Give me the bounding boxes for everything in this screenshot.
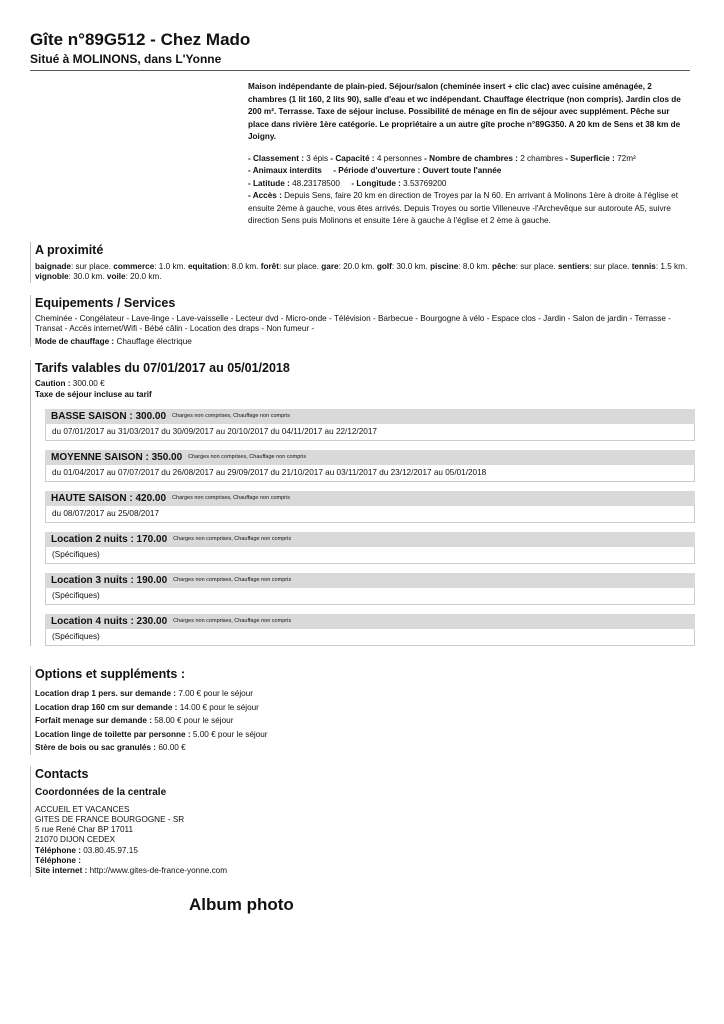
option-line <box>35 701 692 715</box>
tarif-note: Charges non comprises, Chauffage non compris <box>173 618 292 624</box>
tarif-dates: (Spécifiques) <box>45 588 695 605</box>
tarif-box <box>45 573 695 605</box>
tarif-note: Charges non comprises, Chauffage non compris <box>173 577 292 583</box>
tarif-header <box>45 532 695 547</box>
option-line <box>35 687 692 701</box>
tarif-dates: du 08/07/2017 au 25/08/2017 <box>45 506 695 523</box>
tarifs-title: Tarifs valables du 07/01/2017 au 05/01/2018 <box>35 361 290 375</box>
chauffage-line <box>35 337 692 348</box>
taxe-line: Taxe de séjour incluse au tarif <box>35 389 152 399</box>
periode-text: - Période d'ouverture : Ouvert toute l'année <box>333 166 502 175</box>
latitude-label: - Latitude : <box>248 178 290 188</box>
capacite-label: - Capacité : <box>330 153 375 163</box>
option-value: 60.00 € <box>158 743 186 752</box>
proximite-item-label: commerce <box>113 261 155 271</box>
phone-label: Téléphone : <box>35 845 81 855</box>
caution-value: 300.00 € <box>72 379 105 388</box>
proximite-item-label: piscine <box>430 261 459 271</box>
page-subtitle: Situé à MOLINONS, dans L'Yonne <box>30 52 222 66</box>
option-value: 58.00 € pour le séjour <box>154 716 234 725</box>
proximite-item-label: golf <box>376 261 392 271</box>
phone-line <box>35 846 692 856</box>
tarif-dates: (Spécifiques) <box>45 629 695 646</box>
option-label: Location linge de toilette par personne : <box>35 729 191 739</box>
proximite-item-label: tennis <box>631 261 656 271</box>
contacts-section <box>30 766 692 877</box>
proximite-item-value: : sur place. <box>589 261 630 271</box>
description-block <box>248 81 690 228</box>
website-link[interactable]: http://www.gites-de-france-yonne.com <box>89 866 228 876</box>
capacite-value: 4 personnes <box>376 153 422 163</box>
tarifs-section <box>30 360 692 646</box>
proximite-list <box>35 262 692 283</box>
equipements-list: Cheminée - Congélateur - Lave-linge - Lave-vaisselle - Lecteur dvd - Micro-onde - Télévision - Barbecue - Bourgogne à vélo - Espace clos - Jardin - Salon de jardin - Terrasse - Transat - Accès internet/Wifi - Bébé câlin - Location des draps - Non fumeur - <box>35 313 671 333</box>
tarif-price: Location 2 nuits : 170.00 <box>51 534 168 546</box>
option-label: Location drap 160 cm sur demande : <box>35 702 178 712</box>
tarif-dates: du 07/01/2017 au 31/03/2017 du 30/09/2017 au 20/10/2017 du 04/11/2017 au 22/12/2017 <box>45 424 695 441</box>
option-value: 14.00 € pour le séjour <box>179 702 259 712</box>
tarif-box <box>45 450 695 482</box>
caution-label: Caution : <box>35 379 71 388</box>
proximite-title: A proximité <box>35 242 104 257</box>
proximite-item-label: vignoble <box>35 272 69 281</box>
tarif-price: MOYENNE SAISON : 350.00 <box>51 452 183 464</box>
page <box>30 30 692 877</box>
description-text: Maison indépendante de plain-pied. Séjour/salon (cheminée insert + clic clac) avec cuisine aménagée, 2 chambres (1 lit 160, 2 lits 90), salle d'eau et wc indépendant. Chauffage électrique (non compris). Jardin clos de 200 m². Terrasse. Taxe de séjour incluse. Possibilité de ménage en fin de séjour avec supplément. Pêche sur place dans rivière 1ère catégorie. Le propriétaire a un autre gîte proche n°89G350. A 20 km de Sens et 38 km de Joigny. <box>248 82 681 141</box>
proximite-item-value: : 8.0 km. <box>227 261 259 271</box>
proximite-item-value: : 20.0 km. <box>125 272 162 281</box>
proximite-item-value: : sur place. <box>70 261 111 271</box>
property-line-2 <box>248 165 690 178</box>
proximite-item-label: pêche <box>491 261 516 271</box>
contacts-subtitle: Coordonnées de la centrale <box>35 786 167 798</box>
tarif-header <box>45 573 695 588</box>
proximite-item-value: : 8.0 km. <box>458 261 490 271</box>
page-title: Gîte n°89G512 - Chez Mado <box>30 30 251 49</box>
tarif-note: Charges non comprises, Chauffage non compris <box>173 536 292 542</box>
tarif-price: BASSE SAISON : 300.00 <box>51 411 167 423</box>
options-title: Options et suppléments : <box>35 667 186 681</box>
proximite-item-label: voile <box>106 272 126 281</box>
caution-line <box>35 379 692 390</box>
tarif-header <box>45 614 695 629</box>
website-label: Site internet : <box>35 866 88 876</box>
property-line-3 <box>248 178 690 191</box>
tarif-header <box>45 491 695 506</box>
superficie-value: 72m² <box>617 153 636 163</box>
phone-label-2: Téléphone : <box>35 855 81 865</box>
proximite-item-label: gare <box>321 261 339 271</box>
header-divider <box>30 70 690 71</box>
option-label: Stère de bois ou sac granulés : <box>35 743 157 752</box>
proximite-item-value: : 20.0 km. <box>338 261 375 271</box>
acces-label: - Accès : <box>248 191 282 200</box>
tarif-dates: (Spécifiques) <box>45 547 695 564</box>
website-line <box>35 866 692 876</box>
tarif-note: Charges non comprises, Chauffage non compris <box>188 454 307 460</box>
property-line-1 <box>248 153 690 166</box>
option-line <box>35 741 692 755</box>
tarif-box <box>45 614 695 646</box>
tarif-box <box>45 409 695 441</box>
chambres-value: 2 chambres <box>520 153 563 163</box>
contact-line: ACCUEIL ET VACANCES <box>35 804 130 814</box>
longitude-label: - Longitude : <box>351 178 401 188</box>
option-value: 7.00 € pour le séjour <box>178 689 253 698</box>
property-line-4 <box>248 190 690 228</box>
options-list <box>35 687 692 755</box>
proximite-item-value: : 1.0 km. <box>154 261 186 271</box>
tarif-note: Charges non comprises, Chauffage non compris <box>172 495 290 501</box>
tarif-price: Location 4 nuits : 230.00 <box>51 616 168 628</box>
latitude-value: 48.23178500 <box>292 178 340 188</box>
proximite-item-label: equitation <box>187 261 228 271</box>
tarif-dates: du 01/04/2017 au 07/07/2017 du 26/08/2017 au 29/09/2017 du 21/10/2017 au 03/11/2017 du 23/12/2017 au 05/01/2018 <box>45 465 695 482</box>
equipements-title: Equipements / Services <box>35 295 176 310</box>
proximite-item-value: : 30.0 km. <box>68 272 105 281</box>
chambres-label: - Nombre de chambres : <box>424 153 518 163</box>
tarif-box <box>45 532 695 564</box>
option-value: 5.00 € pour le séjour <box>192 729 268 739</box>
proximite-item-label: sentiers <box>557 261 590 271</box>
tarif-price: Location 3 nuits : 190.00 <box>51 575 168 587</box>
tarif-header <box>45 409 695 424</box>
chauffage-label: Mode de chauffage : <box>35 336 115 346</box>
proximite-item-label: forêt <box>260 261 279 271</box>
phone-line-2 <box>35 856 692 866</box>
longitude-value: 3.53769200 <box>403 178 447 188</box>
options-section <box>30 666 692 755</box>
proximite-item-value: : 1.5 km. <box>655 261 688 271</box>
classement-value: 3 épis <box>306 153 329 163</box>
classement-label: - Classement : <box>248 153 304 163</box>
contact-line: GITES DE FRANCE BOURGOGNE - SR <box>35 814 185 824</box>
acces-value: Depuis Sens, faire 20 km en direction de Troyes par la N 60. En arrivant à Molinons 1ère à droite à l'église et ensuite 2ème à gauche, vous êtes arrivés. Depuis Troyes ou sortie Villeneuve -l'Archevêque sur autoroute A5, suivre direction Sens puis Molinons et ensuite 1ère à gauche à l'église et 2 ème à gauche. <box>248 191 678 225</box>
superficie-label: - Superficie : <box>565 153 615 163</box>
contact-line: 21070 DIJON CEDEX <box>35 835 116 845</box>
tarif-note: Charges non comprises, Chauffage non compris <box>172 413 290 419</box>
proximite-item-value: : 30.0 km. <box>391 261 428 271</box>
phone-value: 03.80.45.97.15 <box>83 845 138 855</box>
proximite-section <box>30 242 692 283</box>
option-line <box>35 728 692 742</box>
contact-line: 5 rue René Char BP 17011 <box>35 825 134 835</box>
option-label: Forfait menage sur demande : <box>35 716 152 725</box>
tarif-box <box>45 491 695 523</box>
tarif-header <box>45 450 695 465</box>
option-line <box>35 714 692 728</box>
proximite-item-label: baignade <box>35 261 71 271</box>
option-label: Location drap 1 pers. sur demande : <box>35 689 177 698</box>
tarif-price: HAUTE SAISON : 420.00 <box>51 493 167 505</box>
proximite-item-value: : sur place. <box>515 261 556 271</box>
album-photo-title: Album photo <box>189 895 294 914</box>
chauffage-value: Chauffage électrique <box>116 336 192 346</box>
animaux-text: - Animaux interdits <box>248 166 322 175</box>
proximite-item-value: : sur place. <box>278 261 319 271</box>
contacts-title: Contacts <box>35 766 89 781</box>
equipements-section <box>30 295 692 348</box>
property-list <box>248 153 690 228</box>
tarif-boxes <box>35 409 692 646</box>
